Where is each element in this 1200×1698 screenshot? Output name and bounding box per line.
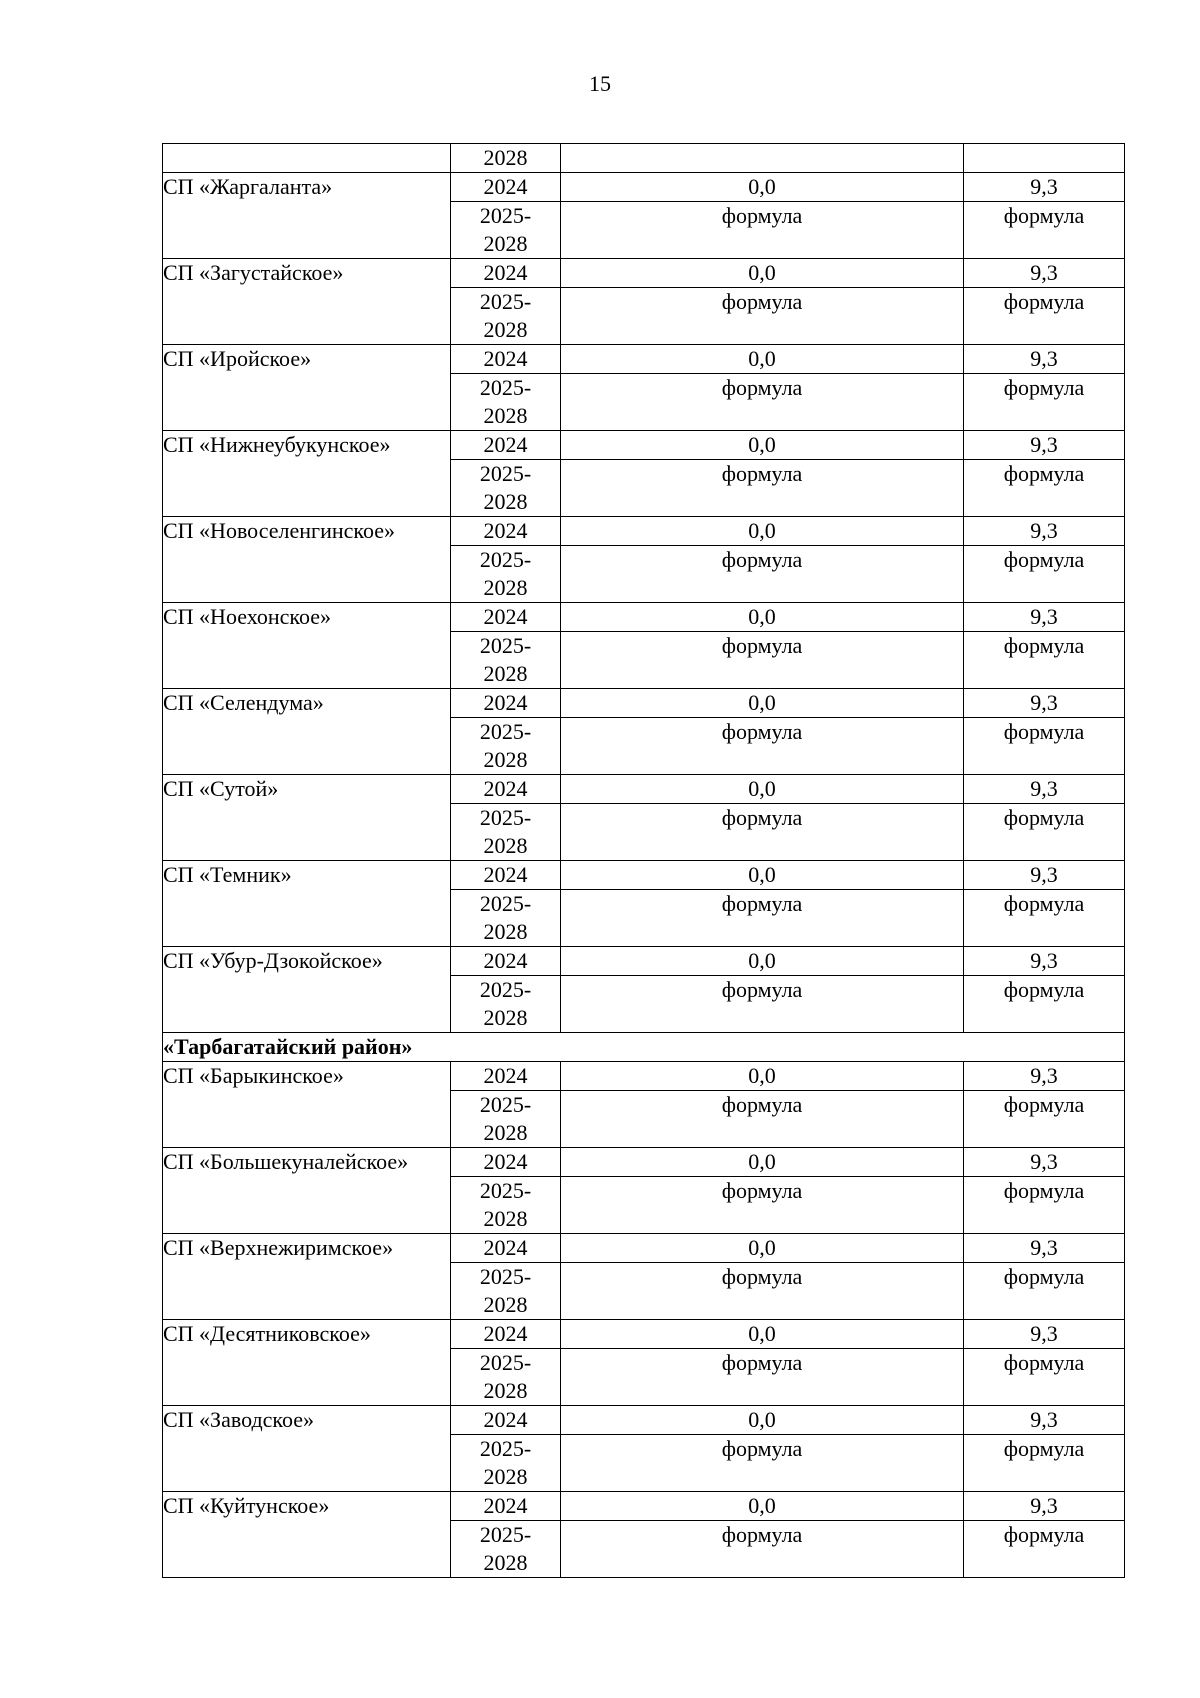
settlement-name: СП «Убур-Дзокойское» (163, 947, 451, 1033)
year-cell: 2024 (451, 947, 561, 976)
formula-cell: формула (964, 1521, 1125, 1578)
formula-cell: формула (561, 546, 964, 603)
settlement-name: СП «Заводское» (163, 1406, 451, 1492)
year-cell: 2028 (451, 144, 561, 173)
table-row (163, 1320, 1125, 1349)
value-cell: 0,0 (561, 1062, 964, 1091)
formula-cell: формула (561, 1091, 964, 1148)
settlement-name: СП «Загустайское» (163, 259, 451, 345)
value-cell: 0,0 (561, 345, 964, 374)
year-cell: 2024 (451, 603, 561, 632)
formula-cell: формула (561, 1177, 964, 1234)
continuation-row (163, 144, 1125, 173)
formula-cell: формула (561, 460, 964, 517)
year-cell: 2024 (451, 1492, 561, 1521)
table-row (163, 173, 1125, 202)
table-row (163, 1062, 1125, 1091)
year-range-cell: 2025- 2028 (451, 202, 561, 259)
table-cell (964, 144, 1125, 173)
year-range-cell: 2025- 2028 (451, 718, 561, 775)
table-cell (561, 144, 964, 173)
value-cell: 0,0 (561, 259, 964, 288)
year-cell: 2024 (451, 861, 561, 890)
table-row (163, 1234, 1125, 1263)
year-range-cell: 2025- 2028 (451, 374, 561, 431)
table-row (163, 1492, 1125, 1521)
formula-cell: формула (561, 976, 964, 1033)
formula-cell: формула (964, 632, 1125, 689)
table-row (163, 259, 1125, 288)
value-cell: 9,3 (964, 1062, 1125, 1091)
settlement-name: СП «Жаргаланта» (163, 173, 451, 259)
formula-cell: формула (964, 890, 1125, 947)
table-row (163, 1148, 1125, 1177)
value-cell: 9,3 (964, 1320, 1125, 1349)
formula-cell: формула (964, 288, 1125, 345)
formula-cell: формула (964, 718, 1125, 775)
value-cell: 9,3 (964, 431, 1125, 460)
formula-cell: формула (964, 804, 1125, 861)
value-cell: 0,0 (561, 1148, 964, 1177)
formula-cell: формула (561, 890, 964, 947)
settlement-name: СП «Куйтунское» (163, 1492, 451, 1578)
settlement-name: СП «Новоселенгинское» (163, 517, 451, 603)
value-cell: 0,0 (561, 517, 964, 546)
value-cell: 9,3 (964, 173, 1125, 202)
formula-cell: формула (964, 1263, 1125, 1320)
year-range-cell: 2025- 2028 (451, 1521, 561, 1578)
formula-cell: формула (561, 1435, 964, 1492)
table-row (163, 431, 1125, 460)
year-range-cell: 2025- 2028 (451, 1177, 561, 1234)
formula-cell: формула (964, 1091, 1125, 1148)
settlement-name: СП «Темник» (163, 861, 451, 947)
formula-cell: формула (561, 632, 964, 689)
table-row (163, 775, 1125, 804)
year-cell: 2024 (451, 775, 561, 804)
settlement-name: СП «Иройское» (163, 345, 451, 431)
settlement-name: СП «Сутой» (163, 775, 451, 861)
value-cell: 0,0 (561, 603, 964, 632)
value-cell: 0,0 (561, 861, 964, 890)
value-cell: 9,3 (964, 775, 1125, 804)
value-cell: 9,3 (964, 861, 1125, 890)
year-cell: 2024 (451, 689, 561, 718)
settlement-name: СП «Барыкинское» (163, 1062, 451, 1148)
table-cell (163, 144, 451, 173)
settlement-name: СП «Большекуналейское» (163, 1148, 451, 1234)
value-cell: 0,0 (561, 775, 964, 804)
year-range-cell: 2025- 2028 (451, 1435, 561, 1492)
value-cell: 9,3 (964, 259, 1125, 288)
formula-cell: формула (964, 976, 1125, 1033)
value-cell: 9,3 (964, 947, 1125, 976)
year-range-cell: 2025- 2028 (451, 632, 561, 689)
formula-cell: формула (964, 374, 1125, 431)
year-cell: 2024 (451, 345, 561, 374)
year-range-cell: 2025- 2028 (451, 1091, 561, 1148)
year-range-cell: 2025- 2028 (451, 460, 561, 517)
formula-cell: формула (561, 718, 964, 775)
formula-cell: формула (964, 1177, 1125, 1234)
value-cell: 0,0 (561, 947, 964, 976)
year-range-cell: 2025- 2028 (451, 288, 561, 345)
formula-cell: формула (964, 202, 1125, 259)
formula-cell: формула (964, 546, 1125, 603)
value-cell: 9,3 (964, 345, 1125, 374)
year-range-cell: 2025- 2028 (451, 976, 561, 1033)
value-cell: 9,3 (964, 1492, 1125, 1521)
formula-cell: формула (561, 374, 964, 431)
year-range-cell: 2025- 2028 (451, 546, 561, 603)
value-cell: 0,0 (561, 1320, 964, 1349)
formula-cell: формула (561, 804, 964, 861)
district-row (163, 1033, 1125, 1062)
year-cell: 2024 (451, 173, 561, 202)
year-cell: 2024 (451, 259, 561, 288)
value-cell: 9,3 (964, 1148, 1125, 1177)
value-cell: 9,3 (964, 1234, 1125, 1263)
table-row (163, 947, 1125, 976)
value-cell: 9,3 (964, 689, 1125, 718)
formula-cell: формула (561, 202, 964, 259)
value-cell: 0,0 (561, 689, 964, 718)
settlement-name: СП «Нижнеубукунское» (163, 431, 451, 517)
value-cell: 9,3 (964, 603, 1125, 632)
year-range-cell: 2025- 2028 (451, 1349, 561, 1406)
formula-cell: формула (964, 1349, 1125, 1406)
district-title: «Тарбагатайский район» (163, 1033, 1125, 1062)
formula-cell: формула (561, 1349, 964, 1406)
formula-cell: формула (561, 1263, 964, 1320)
year-cell: 2024 (451, 517, 561, 546)
table-row (163, 517, 1125, 546)
page-number: 15 (589, 71, 611, 96)
value-cell: 9,3 (964, 517, 1125, 546)
value-cell: 0,0 (561, 1492, 964, 1521)
year-cell: 2024 (451, 1062, 561, 1091)
year-cell: 2024 (451, 431, 561, 460)
table-row (163, 861, 1125, 890)
settlement-name: СП «Ноехонское» (163, 603, 451, 689)
year-cell: 2024 (451, 1234, 561, 1263)
table-row (163, 1406, 1125, 1435)
table-row (163, 345, 1125, 374)
value-cell: 9,3 (964, 1406, 1125, 1435)
formula-cell: формула (561, 288, 964, 345)
year-range-cell: 2025- 2028 (451, 804, 561, 861)
year-cell: 2024 (451, 1148, 561, 1177)
formula-cell: формула (561, 1521, 964, 1578)
formula-cell: формула (964, 460, 1125, 517)
table-row (163, 603, 1125, 632)
settlement-name: СП «Селендума» (163, 689, 451, 775)
settlement-name: СП «Верхнежиримское» (163, 1234, 451, 1320)
value-cell: 0,0 (561, 1406, 964, 1435)
year-cell: 2024 (451, 1406, 561, 1435)
value-cell: 0,0 (561, 173, 964, 202)
year-range-cell: 2025- 2028 (451, 890, 561, 947)
settlements-table (162, 143, 1125, 1578)
table-row (163, 689, 1125, 718)
settlement-name: СП «Десятниковское» (163, 1320, 451, 1406)
formula-cell: формула (964, 1435, 1125, 1492)
value-cell: 0,0 (561, 1234, 964, 1263)
value-cell: 0,0 (561, 431, 964, 460)
year-cell: 2024 (451, 1320, 561, 1349)
year-range-cell: 2025- 2028 (451, 1263, 561, 1320)
